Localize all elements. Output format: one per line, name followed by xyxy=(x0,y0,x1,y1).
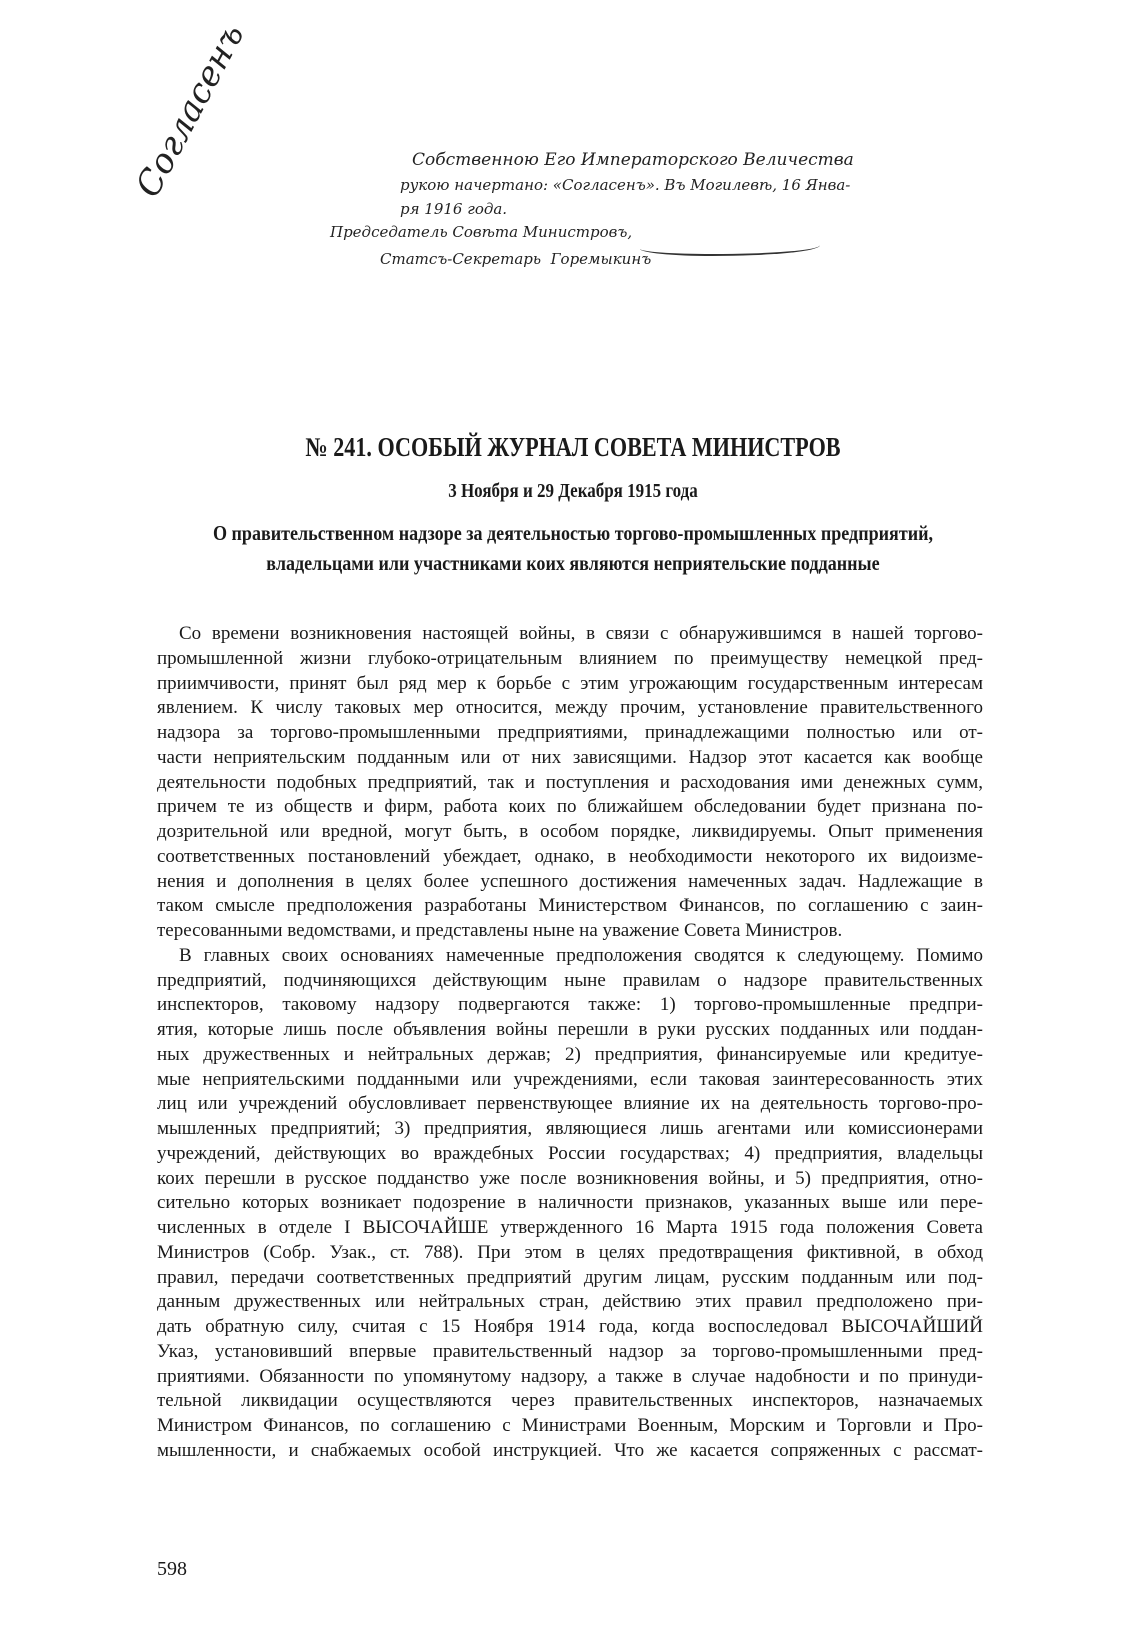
body-line: таком смысле предположения разработаны Министерством Финансов, по соглашению с заин- xyxy=(157,895,983,917)
body-line: данным дружественных или нейтральных стран, действию этих правил предположено при- xyxy=(157,1291,983,1313)
handwritten-line: рукою начертано: «Согласенъ». Въ Могилевѣ, 16 Янва- xyxy=(400,176,851,194)
signature-flourish xyxy=(640,238,820,256)
body-line: Министров (Собр. Узак., ст. 788). При этом в целях предотвращения фиктивной, в обход xyxy=(157,1241,983,1263)
body-line: деятельности подобных предприятий, так и поступления и расходования ими денежных сумм, xyxy=(157,771,983,793)
body-line: мышленных предприятий; 3) предприятия, являющиеся лишь агентами или комиссионерами xyxy=(157,1118,983,1139)
body-line: коих перешли в русское подданство уже после возникновения войны, и 5) предприятия, отно- xyxy=(157,1167,983,1189)
body-line: инспекторов, таковому надзору подвергаются также: 1) торгово-промышленные предпри- xyxy=(157,994,983,1016)
heading-line: О правительственном надзоре за деятельностью торгово-промышленных предприятий, xyxy=(212,521,934,545)
page-number: 598 xyxy=(157,1558,187,1580)
document-body xyxy=(157,622,983,1464)
handwritten-line: ря 1916 года. xyxy=(400,200,508,218)
body-line: численных в отделе I ВЫСОЧАЙШЕ утвержденного 16 Марта 1915 года положения Совета xyxy=(157,1217,983,1238)
body-line: промышленной жизни глубоко-отрицательным влиянием по преимуществу немецкой пред- xyxy=(157,647,983,669)
document-title: № 241. ОСОБЫЙ ЖУРНАЛ СОВЕТА МИНИСТРОВ xyxy=(305,432,841,462)
heading-line: владельцами или участниками коих являются неприятельские подданные xyxy=(266,551,880,575)
body-line: Со времени возникновения настоящей войны, в связи с обнаружившимся в нашей торгово- xyxy=(179,623,983,644)
body-line: приимчивости, принят был ряд мер к борьбе с этим угрожающим государственным интересам xyxy=(157,672,983,694)
body-line: правил, передачи соответственных предприятий другим лицам, русским подданным или под- xyxy=(157,1266,983,1288)
body-line: надзора за торгово-промышленными предприятиями, принадлежащими полностью или от- xyxy=(157,722,983,743)
document-date: 3 Ноября и 29 Декабря 1915 года xyxy=(448,480,698,502)
body-line: приятиями. Обязанности по упомянутому надзору, а также в случае надобности и по принуди- xyxy=(157,1365,983,1387)
body-line: В главных своих основаниях намеченные предположения сводятся к следующему. Помимо xyxy=(179,944,983,966)
body-line: Министром Финансов, по соглашению с Министрами Военным, Морским и Торговли и Про- xyxy=(157,1415,983,1436)
body-line: дать обратную силу, считая с 15 Ноября 1914 года, когда воспоследовал ВЫСОЧАЙШИЙ xyxy=(157,1316,983,1337)
body-line: лиц или учреждений обусловливает первенствующее влияние их на деятельность торгово-про- xyxy=(157,1093,983,1115)
body-line: учреждений, действующих во враждебных России государствах; 4) предприятия, владельцы xyxy=(157,1142,983,1164)
body-line: ных дружественных и нейтральных держав; 2) предприятия, финансируемые или кредитуе- xyxy=(157,1043,983,1065)
body-line: части неприятельским подданным или от них зависящими. Надзор этот касается как вообще xyxy=(157,746,983,768)
body-line: соответственных постановлений убеждает, однако, в необходимости некоторого их видоизме- xyxy=(157,845,983,867)
body-line: мые неприятельскими подданными или учреждениями, если таковая заинтересованность этих xyxy=(157,1068,983,1090)
handwritten-line: Собственною Его Императорского Величества xyxy=(412,150,854,170)
handwritten-line: Председатель Совѣта Министровъ, xyxy=(330,223,633,241)
body-line: Указ, установивший впервые правительственный надзор за торгово-промышленными пред- xyxy=(157,1340,983,1362)
body-line: ятия, которые лишь после объявления войны перешли в руки русских подданных или поддан- xyxy=(157,1019,983,1040)
body-line: тересованными ведомствами, и представлены ныне на уважение Совета Министров. xyxy=(157,920,843,941)
body-line: дозрительной или вредной, могут быть, в особом порядке, ликвидируемы. Опыт применения xyxy=(157,821,983,842)
body-line: явлением. К числу таковых мер относится, между прочим, установление правительственного xyxy=(157,697,983,719)
signature: Горемыкинъ xyxy=(550,250,652,268)
margin-note: Согласенъ xyxy=(128,17,253,204)
body-line: причем те из обществ и фирм, работа коих по ближайшем обследовании будет признана по- xyxy=(157,796,983,818)
body-line: сительно которых возникает подозрение в наличности признаков, указанных выше или пере- xyxy=(157,1192,983,1214)
body-line: тельной ликвидации осуществляются через правительственных инспекторов, назначаемых xyxy=(157,1390,983,1412)
body-line: нения и дополнения в целях более успешного достижения намеченных задач. Надлежащие в xyxy=(157,870,983,892)
body-line: предприятий, подчиняющихся действующим ныне правилам о надзоре правительственных xyxy=(157,969,983,991)
body-line: мышленности, и снабжаемых особой инструкцией. Что же касается сопряженных с рассмат- xyxy=(157,1439,983,1461)
handwritten-line: Статсъ-Секретарь Горемыкинъ xyxy=(380,250,652,268)
document-heading xyxy=(80,518,1066,578)
